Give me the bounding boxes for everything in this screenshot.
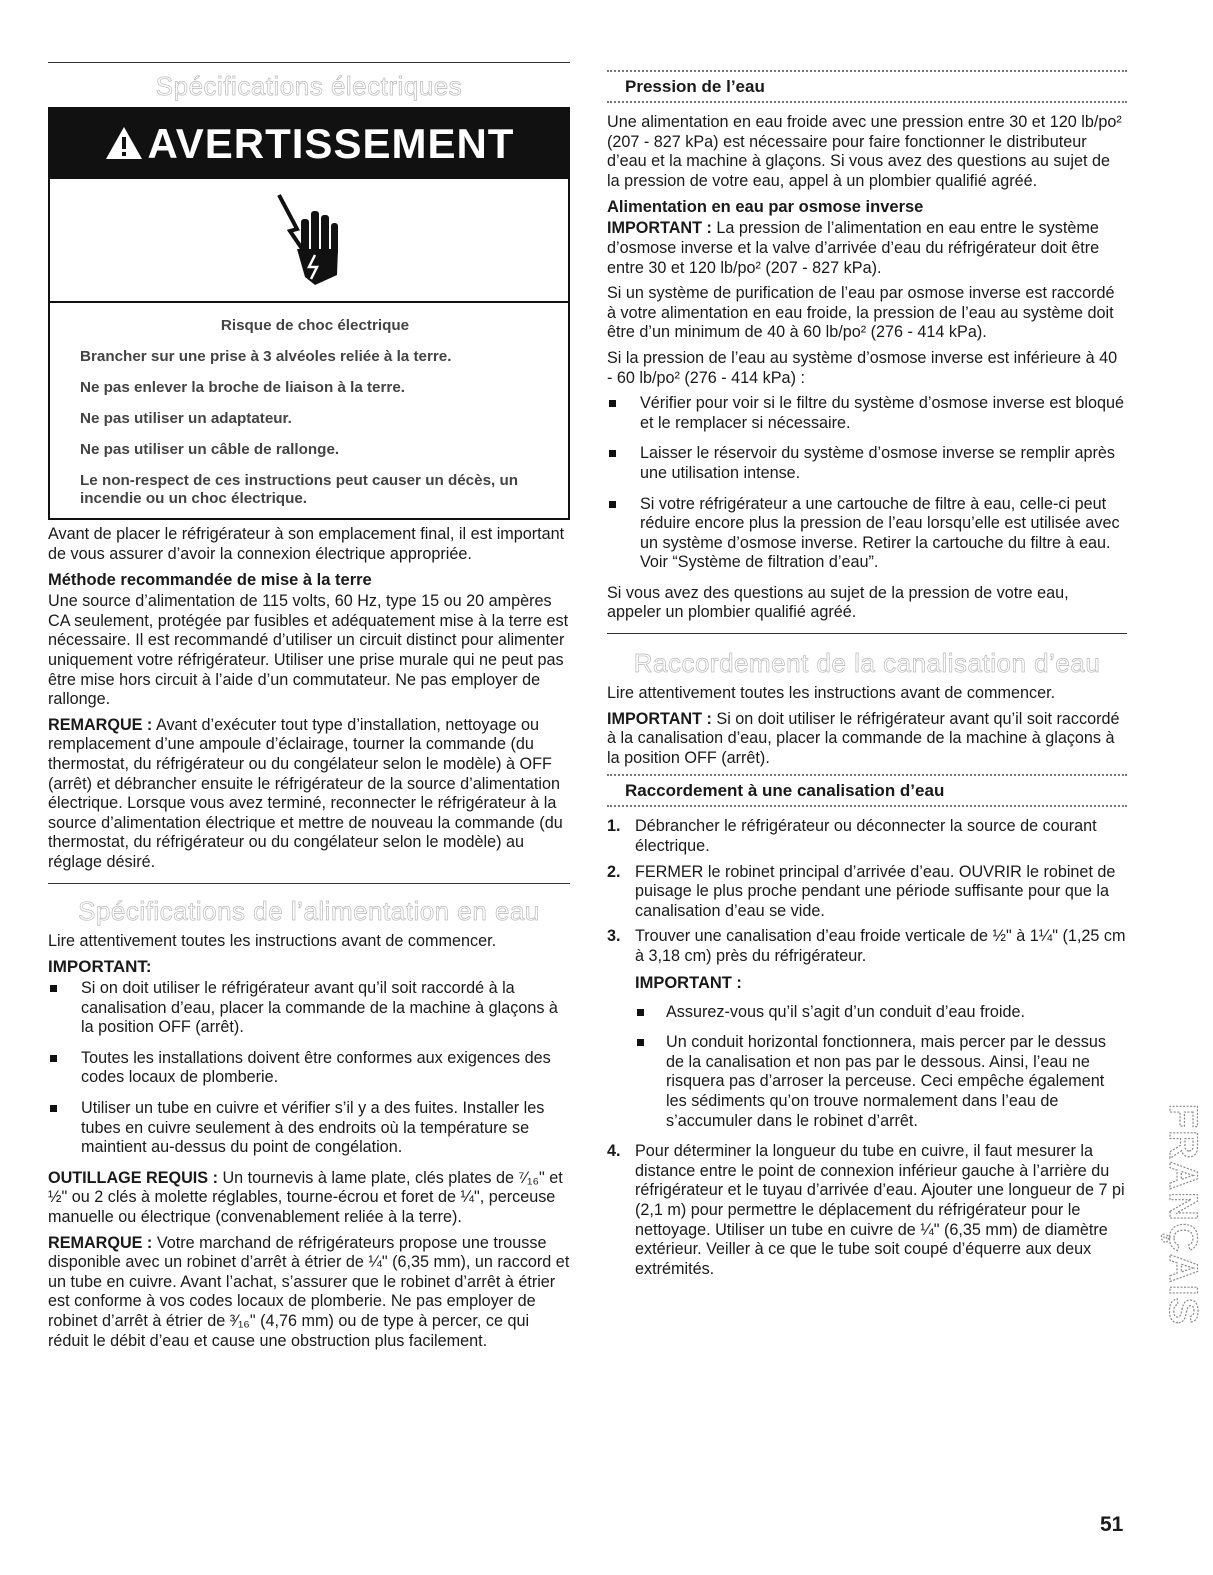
ro-important-label: IMPORTANT : (607, 219, 712, 238)
note-paragraph (48, 716, 570, 873)
water-intro: Lire attentivement toutes les instructions avant de commencer. (48, 931, 497, 950)
note2-text: Votre marchand de réfrigérateurs propose une trousse disponible avec un robinet d’arrêt à étrier de ¼" (6,35 mm), un raccord et un tube en cuivre. Avant l’achat, s’assurer que le robinet d’arrêt à étrier est conforme à vos codes locaux de plomberie. Ne pas employer de robinet d’arrêt à étrier de ³⁄₁₆" (4,76 mm) ou de type à percer, ce qui réduit le débit d’eau et cause une obstruction plus facilement. (48, 1233, 570, 1350)
section-divider (48, 883, 570, 884)
water-specs-heading: Spécifications de l’alimentation en eau (78, 895, 540, 926)
ro-important-text: La pression de l’alimentation en eau entre le système d’osmose inverse et la valve d’arrivée d’eau du réfrigérateur doit être entre 30 et 120 lb/po² (207 - 827 kPa). (607, 219, 1100, 277)
warning-triangle-icon (104, 125, 144, 161)
connection-subheading: Raccordement à une canalisation d’eau (607, 774, 1127, 807)
connection-important (607, 710, 1127, 769)
connection-intro: Lire attentivement toutes les instructions avant de commencer. (607, 684, 1056, 703)
note2-paragraph (48, 1234, 570, 1352)
tools-label: OUTILLAGE REQUIS : (48, 1168, 218, 1187)
ro-text: Si la pression de l’eau au système d’osmose inverse est inférieure à 40 - 60 lb/po² (276 - 414 kPa) : (607, 348, 1118, 387)
step-item (607, 927, 1127, 966)
grounding-text: Une source d’alimentation de 115 volts, 60 Hz, type 15 ou 20 ampères CA seulement, protégée par fusibles et adéquatement mise à la terre est nécessaire. Il est recommandé d’utiliser un circuit distinct pour alimenter uniquement votre réfrigérateur. Utiliser une prise murale qui ne peut pas être mise hors circuit à l’aide d’un commutateur. Ne pas employer de rallonge. (48, 592, 569, 709)
step-text: Pour déterminer la longueur du tube en cuivre, il faut mesurer la distance entre le point de connexion inférieur gauche à l’arrière du réfrigérateur et le tuyau d’arrivée d’eau. Ajouter une longueur de 7 pi (2,1 m) pour permettre le déplacement du réfrigérateur pour le nettoyage. Utiliser un tube en cuivre de ¼" (6,35 mm) de diamètre extérieur. Veiller à ce que le tube soit coupé d’équerre aux deux extrémités. (635, 1142, 1125, 1278)
right-column (607, 62, 1127, 1285)
grounding-heading: Méthode recommandée de mise à la terre (48, 571, 372, 590)
electric-shock-hand-icon (275, 189, 345, 289)
warning-banner-text: AVERTISSEMENT (147, 120, 515, 167)
note-text: Avant d’exécuter tout type d’installation, nettoyage ou remplacement d’une ampoule d’éclairage, tourner la commande (du thermostat, du réfrigérateur ou du congélateur selon le modèle) à OFF (arrêt) et débrancher ensuite le réfrigérateur de la source d’alimentation électrique. Lorsque vous avez terminé, reconnecter le réfrigérateur à la source d’alimentation électrique et mettre de nouveau la commande (du thermostat, du réfrigérateur ou du congélateur selon le modèle) au réglage désiré. (48, 715, 563, 871)
note-label: REMARQUE : (48, 715, 153, 734)
warning-line: Ne pas enlever la broche de liaison à la terre. (80, 379, 405, 396)
ro-heading: Alimentation en eau par osmose inverse (607, 198, 924, 217)
left-column (48, 62, 570, 1357)
language-tab-graphic (1150, 1070, 1205, 1360)
conn-important-label: IMPORTANT : (607, 709, 712, 728)
warning-title: Risque de choc électrique (220, 317, 410, 334)
warning-line: Ne pas utiliser un câble de rallonge. (80, 441, 340, 458)
pressure-text: Une alimentation en eau froide avec une pression entre 30 et 120 lb/po² (207 - 827 kPa) est nécessaire pour faire fonctionner le distributeur d’eau et la machine à glaçons. Si vous avez des questions au sujet de la pression de votre eau, appel à un plombier qualifié agréé. (607, 113, 1122, 190)
list-item: Utiliser un tube en cuivre et vérifier s’il y a des fuites. Installer les tubes en cuivre seulement à des endroits où la température se maintient au-dessus du point de congélation. (48, 1099, 570, 1158)
list-item: Assurez-vous qu’il s’agit d’un conduit d’eau froide. (635, 1003, 1127, 1023)
list-item: Un conduit horizontal fonctionnera, mais percer par le dessus de la canalisation et non pas par le dessous. Ainsi, l’eau ne risquera pas d’arroser la perceuse. Ceci empêche également les sédiments qu’on trouve normalement dans l’eau de s’accumuler dans le robinet d’arrêt. (635, 1033, 1127, 1131)
step-text: Débrancher le réfrigérateur ou déconnecter la source de courant électrique. (635, 817, 1097, 856)
step3-important-block (607, 973, 1127, 1132)
warning-icon-area (50, 179, 568, 303)
warning-line: Brancher sur une prise à 3 alvéoles reliée à la terre. (80, 348, 452, 365)
warning-line: Ne pas utiliser un adaptateur. (80, 410, 292, 427)
step3-important-label: IMPORTANT : (635, 973, 742, 992)
warning-banner (50, 109, 568, 179)
warning-line: Le non-respect de ces instructions peut causer un décès, un incendie ou un choc électrique. (80, 472, 519, 507)
list-item: Si on doit utiliser le réfrigérateur avant qu’il soit raccordé à la canalisation d’eau, placer la commande de la machine à glaçons à la position OFF (arrêt). (48, 979, 570, 1038)
list-item: Si votre réfrigérateur a une cartouche de filtre à eau, celle-ci peut réduire encore plus la pression de l’eau lorsqu’elle est utilisée avec un système d’osmose inverse. Retirer la cartouche du filtre à eau. Voir “Système de filtration d’eau”. (607, 495, 1127, 573)
pressure-heading: Pression de l’eau (607, 70, 1127, 103)
section-divider (48, 62, 570, 63)
ro-important (607, 219, 1127, 278)
language-side-tab (1150, 1070, 1205, 1360)
list-item: Vérifier pour voir si le filtre du système d’osmose inverse est bloqué et le remplacer si nécessaire. (607, 394, 1127, 433)
connection-heading: Raccordement de la canalisation d’eau (633, 648, 1101, 679)
electrical-intro: Avant de placer le réfrigérateur à son emplacement final, il est important de vous assurer d’avoir la connexion électrique appropriée. (48, 525, 565, 563)
list-item: Toutes les installations doivent être conformes aux exigences des codes locaux de plomberie. (48, 1049, 570, 1088)
step-text: Trouver une canalisation d’eau froide verticale de ½" à 1¼" (1,25 cm à 3,18 cm) près du réfrigérateur. (635, 927, 1126, 965)
step-item (607, 863, 1127, 922)
warning-box (48, 107, 570, 520)
step-number: 1. (607, 817, 621, 836)
step-number: 3. (607, 927, 621, 946)
language-tab-text: FRANÇAIS (1161, 1103, 1205, 1327)
warning-text (50, 303, 568, 518)
section-divider (607, 633, 1127, 634)
ro-text: Si un système de purification de l’eau par osmose inverse est raccordé à votre alimentation en eau froide, la pression de l’eau au système doit être d’un minimum de 40 à 60 lb/po² (276 - 414 kPa). (607, 284, 1115, 342)
important-label: IMPORTANT: (48, 957, 152, 977)
conn-important-text: Si on doit utiliser le réfrigérateur avant qu’il soit raccordé à la canalisation d’eau, placer la commande de la machine à glaçons à la position OFF (arrêt). (607, 709, 1120, 767)
tools-paragraph (48, 1169, 570, 1228)
ro-closing: Si vous avez des questions au sujet de la pression de votre eau, appeler un plombier qualifié agréé. (607, 583, 1069, 622)
step-text: FERMER le robinet principal d’arrivée d’eau. OUVRIR le robinet de puisage le plus proche pendant une période suffisante pour que la canalisation d’eau se vide. (635, 862, 1116, 920)
step-item (607, 817, 1127, 856)
step-number: 2. (607, 862, 621, 881)
list-item: Laisser le réservoir du système d’osmose inverse se remplir après une utilisation intense. (607, 444, 1127, 483)
step-number: 4. (607, 1142, 621, 1161)
electrical-specs-heading: Spécifications électriques (155, 71, 463, 101)
page-number: 51 (1100, 1513, 1124, 1536)
note2-label: REMARQUE : (48, 1233, 153, 1252)
tools-text: Un tournevis à lame plate, clés plates de ⁷⁄₁₆" et ½" ou 2 clés à molette réglables, tourne-écrou et foret de ¼", perceuse manuelle ou électrique (convenablement reliée à la terre). (48, 1168, 563, 1227)
step-item (607, 1142, 1127, 1279)
